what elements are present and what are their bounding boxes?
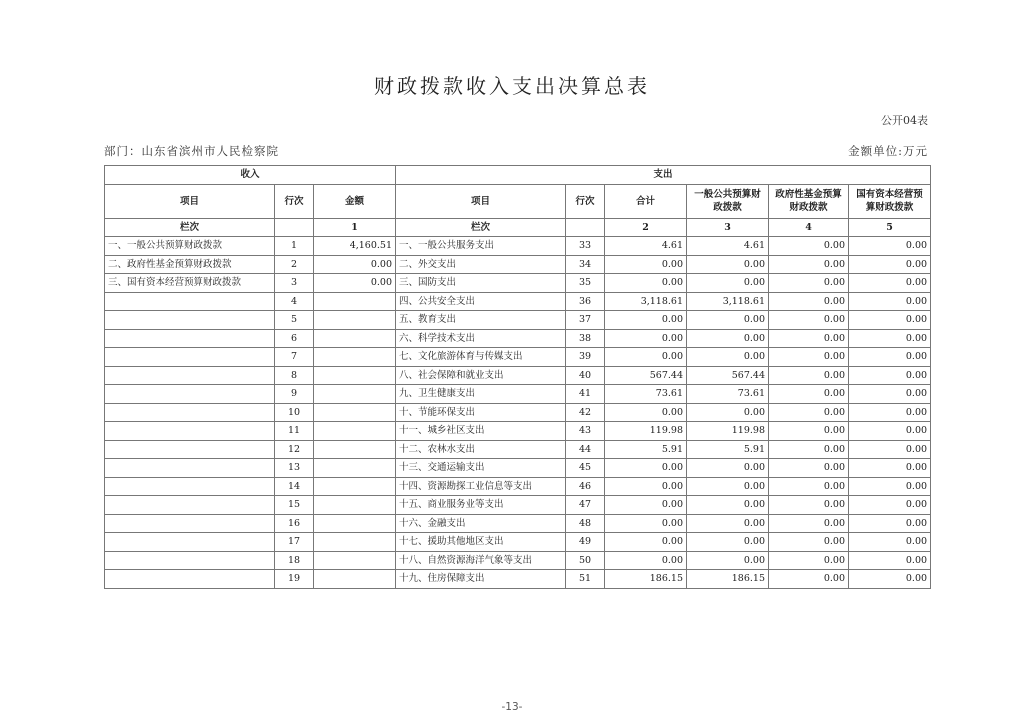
- table-row: [105, 329, 931, 348]
- total-cell: 119.98: [605, 422, 687, 441]
- general-budget-cell: 0.00: [687, 551, 769, 570]
- table-row: [105, 237, 931, 256]
- expense-item-cell: 十一、城乡社区支出: [396, 422, 566, 441]
- total-cell: 4.61: [605, 237, 687, 256]
- form-number: 公开04表: [881, 114, 928, 127]
- header-row-sections: [105, 166, 931, 185]
- income-item-cell: 一、一般公共预算财政拨款: [105, 237, 275, 256]
- income-item-cell: [105, 311, 275, 330]
- table-row: [105, 459, 931, 478]
- income-row-no-header: 行次: [275, 184, 314, 218]
- column-index-empty: [275, 218, 314, 237]
- table-row: [105, 348, 931, 367]
- income-amount-cell: [314, 533, 396, 552]
- state-capital-cell: 0.00: [849, 385, 931, 404]
- general-budget-cell: 0.00: [687, 311, 769, 330]
- income-row-no-cell: 4: [275, 292, 314, 311]
- state-capital-cell: 0.00: [849, 348, 931, 367]
- column-index-3: 3: [687, 218, 769, 237]
- income-row-no-cell: 1: [275, 237, 314, 256]
- income-amount-cell: [314, 329, 396, 348]
- state-capital-cell: 0.00: [849, 477, 931, 496]
- state-capital-cell: 0.00: [849, 533, 931, 552]
- income-amount-cell: [314, 496, 396, 515]
- general-budget-cell: 73.61: [687, 385, 769, 404]
- expense-item-cell: 十六、金融支出: [396, 514, 566, 533]
- total-cell: 0.00: [605, 255, 687, 274]
- table-row: [105, 385, 931, 404]
- state-capital-cell: 0.00: [849, 440, 931, 459]
- income-row-no-cell: 12: [275, 440, 314, 459]
- total-cell: 73.61: [605, 385, 687, 404]
- income-item-cell: [105, 533, 275, 552]
- state-capital-cell: 0.00: [849, 366, 931, 385]
- column-index-label: 栏次: [105, 218, 275, 237]
- income-item-cell: [105, 440, 275, 459]
- state-capital-cell: 0.00: [849, 403, 931, 422]
- income-item-cell: [105, 292, 275, 311]
- income-row-no-cell: 16: [275, 514, 314, 533]
- total-cell: 0.00: [605, 348, 687, 367]
- income-amount-header: 金额: [314, 184, 396, 218]
- total-header: 合计: [605, 184, 687, 218]
- expense-row-no-cell: 45: [566, 459, 605, 478]
- total-cell: 0.00: [605, 459, 687, 478]
- state-capital-cell: 0.00: [849, 514, 931, 533]
- gov-fund-cell: 0.00: [769, 570, 849, 589]
- general-budget-cell: 186.15: [687, 570, 769, 589]
- expense-item-header: 项目: [396, 184, 566, 218]
- gov-fund-cell: 0.00: [769, 385, 849, 404]
- total-cell: 3,118.61: [605, 292, 687, 311]
- income-row-no-cell: 11: [275, 422, 314, 441]
- general-budget-header: 一般公共预算财政拨款: [687, 184, 769, 218]
- gov-fund-cell: 0.00: [769, 255, 849, 274]
- header-row-columns: [105, 184, 931, 218]
- general-budget-cell: 0.00: [687, 459, 769, 478]
- gov-fund-header: 政府性基金预算财政拨款: [769, 184, 849, 218]
- expense-row-no-cell: 48: [566, 514, 605, 533]
- table-row: [105, 514, 931, 533]
- income-item-cell: 三、国有资本经营预算财政拨款: [105, 274, 275, 293]
- expense-row-no-cell: 41: [566, 385, 605, 404]
- total-cell: 0.00: [605, 403, 687, 422]
- general-budget-cell: 3,118.61: [687, 292, 769, 311]
- income-item-cell: [105, 496, 275, 515]
- table-row: [105, 422, 931, 441]
- state-capital-header: 国有资本经营预算财政拨款: [849, 184, 931, 218]
- expense-row-no-cell: 44: [566, 440, 605, 459]
- expense-item-cell: 四、公共安全支出: [396, 292, 566, 311]
- state-capital-cell: 0.00: [849, 551, 931, 570]
- state-capital-cell: 0.00: [849, 496, 931, 515]
- expense-row-no-cell: 46: [566, 477, 605, 496]
- income-item-cell: [105, 459, 275, 478]
- page-number: -13-: [501, 701, 523, 713]
- income-amount-cell: [314, 311, 396, 330]
- expense-item-cell: 八、社会保障和就业支出: [396, 366, 566, 385]
- expense-row-no-cell: 50: [566, 551, 605, 570]
- income-amount-cell: 0.00: [314, 255, 396, 274]
- income-row-no-cell: 14: [275, 477, 314, 496]
- total-cell: 5.91: [605, 440, 687, 459]
- expense-row-no-cell: 47: [566, 496, 605, 515]
- gov-fund-cell: 0.00: [769, 533, 849, 552]
- expense-item-cell: 五、教育支出: [396, 311, 566, 330]
- income-amount-cell: [314, 292, 396, 311]
- department-label: 部门：山东省滨州市人民检察院: [104, 144, 279, 158]
- expense-item-cell: 十二、农林水支出: [396, 440, 566, 459]
- gov-fund-cell: 0.00: [769, 403, 849, 422]
- table-row: [105, 274, 931, 293]
- general-budget-cell: 0.00: [687, 403, 769, 422]
- expense-row-no-cell: 40: [566, 366, 605, 385]
- total-cell: 0.00: [605, 274, 687, 293]
- income-amount-cell: [314, 570, 396, 589]
- gov-fund-cell: 0.00: [769, 422, 849, 441]
- income-row-no-cell: 3: [275, 274, 314, 293]
- state-capital-cell: 0.00: [849, 274, 931, 293]
- income-row-no-cell: 19: [275, 570, 314, 589]
- income-row-no-cell: 7: [275, 348, 314, 367]
- gov-fund-cell: 0.00: [769, 496, 849, 515]
- income-amount-cell: [314, 422, 396, 441]
- state-capital-cell: 0.00: [849, 255, 931, 274]
- expense-item-cell: 一、一般公共服务支出: [396, 237, 566, 256]
- gov-fund-cell: 0.00: [769, 477, 849, 496]
- total-cell: 186.15: [605, 570, 687, 589]
- income-amount-cell: [314, 514, 396, 533]
- total-cell: 567.44: [605, 366, 687, 385]
- state-capital-cell: 0.00: [849, 292, 931, 311]
- column-index-4: 4: [769, 218, 849, 237]
- table-row: [105, 366, 931, 385]
- expense-item-cell: 十七、援助其他地区支出: [396, 533, 566, 552]
- gov-fund-cell: 0.00: [769, 311, 849, 330]
- income-row-no-cell: 15: [275, 496, 314, 515]
- general-budget-cell: 4.61: [687, 237, 769, 256]
- page-title: 财政拨款收入支出决算总表: [374, 74, 650, 98]
- income-amount-cell: [314, 348, 396, 367]
- state-capital-cell: 0.00: [849, 570, 931, 589]
- table-row: [105, 570, 931, 589]
- income-item-cell: [105, 570, 275, 589]
- expense-item-cell: 十四、资源勘探工业信息等支出: [396, 477, 566, 496]
- table-row: [105, 533, 931, 552]
- income-item-cell: [105, 366, 275, 385]
- gov-fund-cell: 0.00: [769, 274, 849, 293]
- total-cell: 0.00: [605, 477, 687, 496]
- expense-section-header: 支出: [396, 166, 931, 185]
- table-row: [105, 311, 931, 330]
- column-index-1: 1: [314, 218, 396, 237]
- budget-summary-table: [104, 165, 931, 589]
- expense-item-cell: 十九、住房保障支出: [396, 570, 566, 589]
- income-amount-cell: [314, 551, 396, 570]
- expense-row-no-cell: 39: [566, 348, 605, 367]
- income-item-cell: [105, 422, 275, 441]
- income-item-cell: [105, 551, 275, 570]
- general-budget-cell: 0.00: [687, 255, 769, 274]
- income-row-no-cell: 2: [275, 255, 314, 274]
- income-amount-cell: [314, 459, 396, 478]
- expense-column-index-empty: [566, 218, 605, 237]
- income-row-no-cell: 9: [275, 385, 314, 404]
- table-row: [105, 551, 931, 570]
- expense-row-no-cell: 51: [566, 570, 605, 589]
- column-index-2: 2: [605, 218, 687, 237]
- income-item-cell: [105, 514, 275, 533]
- gov-fund-cell: 0.00: [769, 514, 849, 533]
- general-budget-cell: 0.00: [687, 348, 769, 367]
- expense-row-no-cell: 38: [566, 329, 605, 348]
- general-budget-cell: 0.00: [687, 514, 769, 533]
- income-item-cell: [105, 329, 275, 348]
- gov-fund-cell: 0.00: [769, 440, 849, 459]
- income-amount-cell: 4,160.51: [314, 237, 396, 256]
- income-amount-cell: [314, 385, 396, 404]
- column-index-5: 5: [849, 218, 931, 237]
- gov-fund-cell: 0.00: [769, 459, 849, 478]
- column-index-row: [105, 218, 931, 237]
- table-row: [105, 440, 931, 459]
- gov-fund-cell: 0.00: [769, 551, 849, 570]
- gov-fund-cell: 0.00: [769, 348, 849, 367]
- total-cell: 0.00: [605, 496, 687, 515]
- income-row-no-cell: 10: [275, 403, 314, 422]
- expense-row-no-cell: 42: [566, 403, 605, 422]
- expense-row-no-cell: 33: [566, 237, 605, 256]
- state-capital-cell: 0.00: [849, 329, 931, 348]
- general-budget-cell: 567.44: [687, 366, 769, 385]
- income-item-cell: 二、政府性基金预算财政拨款: [105, 255, 275, 274]
- amount-unit-label: 金额单位:万元: [848, 144, 928, 158]
- state-capital-cell: 0.00: [849, 422, 931, 441]
- income-amount-cell: [314, 366, 396, 385]
- expense-item-cell: 六、科学技术支出: [396, 329, 566, 348]
- income-row-no-cell: 18: [275, 551, 314, 570]
- income-amount-cell: [314, 477, 396, 496]
- expense-row-no-cell: 37: [566, 311, 605, 330]
- total-cell: 0.00: [605, 329, 687, 348]
- expense-item-cell: 七、文化旅游体育与传媒支出: [396, 348, 566, 367]
- general-budget-cell: 0.00: [687, 274, 769, 293]
- state-capital-cell: 0.00: [849, 311, 931, 330]
- expense-item-cell: 十、节能环保支出: [396, 403, 566, 422]
- gov-fund-cell: 0.00: [769, 329, 849, 348]
- income-item-cell: [105, 385, 275, 404]
- general-budget-cell: 119.98: [687, 422, 769, 441]
- total-cell: 0.00: [605, 514, 687, 533]
- general-budget-cell: 0.00: [687, 477, 769, 496]
- expense-item-cell: 十三、交通运输支出: [396, 459, 566, 478]
- expense-item-cell: 十八、自然资源海洋气象等支出: [396, 551, 566, 570]
- income-section-header: 收入: [105, 166, 396, 185]
- table-row: [105, 496, 931, 515]
- gov-fund-cell: 0.00: [769, 237, 849, 256]
- income-item-cell: [105, 477, 275, 496]
- income-amount-cell: [314, 403, 396, 422]
- expense-column-index-label: 栏次: [396, 218, 566, 237]
- income-row-no-cell: 17: [275, 533, 314, 552]
- general-budget-cell: 5.91: [687, 440, 769, 459]
- income-amount-cell: 0.00: [314, 274, 396, 293]
- total-cell: 0.00: [605, 311, 687, 330]
- general-budget-cell: 0.00: [687, 496, 769, 515]
- total-cell: 0.00: [605, 551, 687, 570]
- income-item-header: 项目: [105, 184, 275, 218]
- income-row-no-cell: 13: [275, 459, 314, 478]
- income-row-no-cell: 8: [275, 366, 314, 385]
- general-budget-cell: 0.00: [687, 533, 769, 552]
- general-budget-cell: 0.00: [687, 329, 769, 348]
- state-capital-cell: 0.00: [849, 237, 931, 256]
- income-item-cell: [105, 403, 275, 422]
- expense-item-cell: 三、国防支出: [396, 274, 566, 293]
- expense-item-cell: 九、卫生健康支出: [396, 385, 566, 404]
- income-amount-cell: [314, 440, 396, 459]
- table-row: [105, 292, 931, 311]
- table-row: [105, 477, 931, 496]
- income-item-cell: [105, 348, 275, 367]
- expense-row-no-cell: 36: [566, 292, 605, 311]
- expense-row-no-header: 行次: [566, 184, 605, 218]
- expense-row-no-cell: 49: [566, 533, 605, 552]
- total-cell: 0.00: [605, 533, 687, 552]
- expense-row-no-cell: 34: [566, 255, 605, 274]
- gov-fund-cell: 0.00: [769, 292, 849, 311]
- expense-row-no-cell: 35: [566, 274, 605, 293]
- expense-row-no-cell: 43: [566, 422, 605, 441]
- expense-item-cell: 十五、商业服务业等支出: [396, 496, 566, 515]
- income-row-no-cell: 5: [275, 311, 314, 330]
- income-row-no-cell: 6: [275, 329, 314, 348]
- table-row: [105, 403, 931, 422]
- state-capital-cell: 0.00: [849, 459, 931, 478]
- expense-item-cell: 二、外交支出: [396, 255, 566, 274]
- gov-fund-cell: 0.00: [769, 366, 849, 385]
- table-row: [105, 255, 931, 274]
